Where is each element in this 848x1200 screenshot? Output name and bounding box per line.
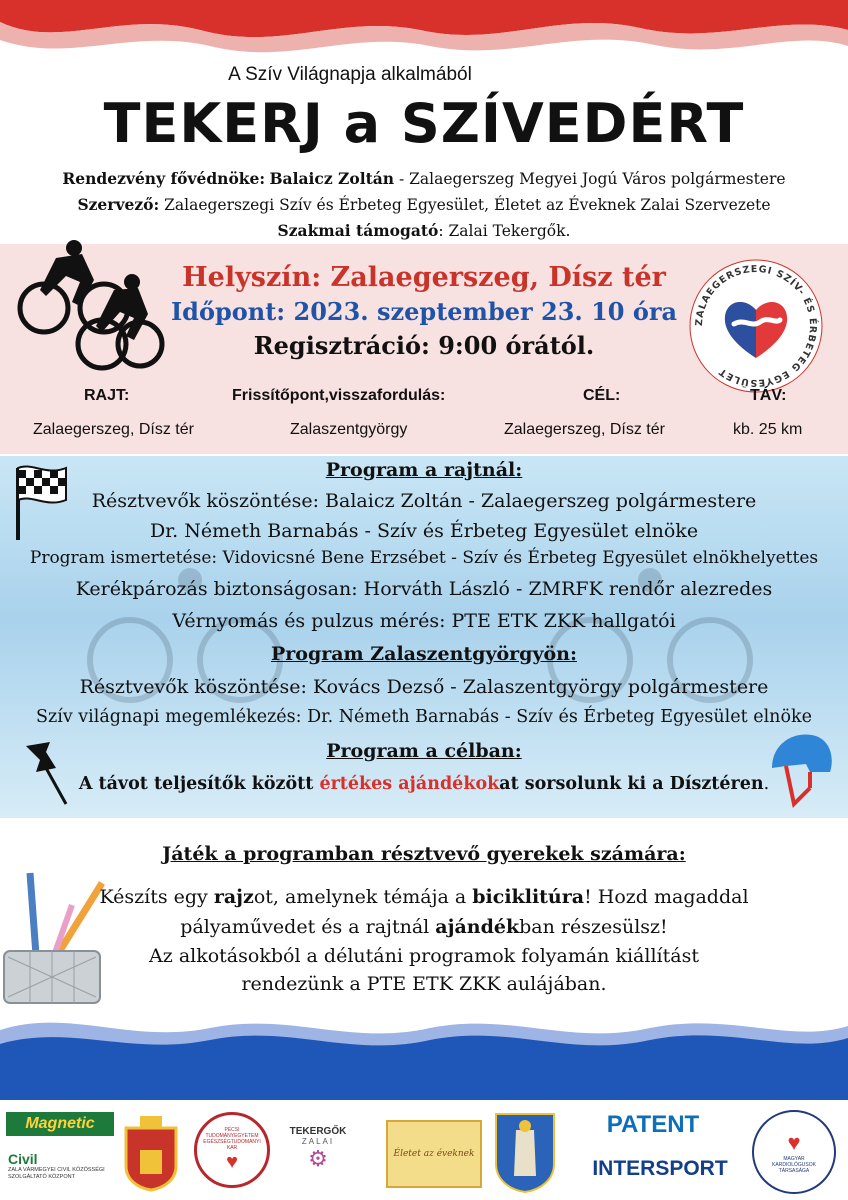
kids-line-4: rendezünk a PTE ETK ZKK aulájában. [241,973,607,995]
kids-line-2-b: ajándék [435,916,520,938]
finish-text-end: . [763,774,770,794]
distance-value: kb. 25 km [733,421,803,438]
kids-line-1-e: ! Hozd magaddal [584,886,749,908]
organizer-label: Szervező: [77,195,160,214]
civil-logo [8,1146,116,1186]
distance-label: TÁV: [750,387,787,404]
program-mid-line-2: Szív világnapi megemlékezés: Dr. Németh Barnabás - Szív és Érbeteg Egyesület elnöke [36,707,812,727]
patron-label: Rendezvény fővédnöke: [62,169,266,188]
refresh-label: Frissítőpont,visszafordulás: [232,387,446,404]
program-finish-line [0,774,848,794]
finish-text-before: A távot teljesítők között [78,774,320,794]
patent-logo-text: PATENT [606,1111,700,1138]
eletet-az-eveknek-logo [386,1120,482,1188]
program-start-heading: Program a rajtnál: [325,459,523,481]
civil-logo-subtitle: ZALA VÁRMEGYEI CIVIL KÖZÖSSÉGI SZOLGÁLTATÓ KÖZPONT [8,1167,105,1180]
pte-logo-text: PÉCSI TUDOMÁNYEGYETEM EGÉSZSÉGTUDOMÁNYI KAR [203,1126,261,1151]
program-mid-line-1: Résztvevők köszöntése: Kovács Dezső - Zalaszentgyörgy polgármestere [79,676,769,698]
finish-text-highlight: értékes ajándékok [319,774,500,794]
association-logo [688,258,824,394]
intersport-logo-text: INTERSPORT [592,1157,728,1180]
kids-line-2-c: ban részesülsz! [519,916,668,938]
kids-line-3: Az alkotásokból a délutáni programok folyamán kiállítást [149,945,699,967]
start-value: Zalaegerszeg, Dísz tér [33,421,194,438]
association-ring-text: ZALAEGERSZEGI SZÍV- ÉS ÉRBETEG EGYESÜLET [693,263,819,389]
patron-line [0,169,848,189]
program-finish-heading: Program a célban: [326,740,522,762]
intro-text: A Szív Világnapja alkalmából [228,64,472,85]
event-registration: Regisztráció: 9:00 órától. [253,331,595,360]
event-location: Helyszín: Zalaegerszeg, Dísz tér [182,262,666,293]
kids-line-1-b: rajz [213,886,254,908]
program-start-line-3: Program ismertetése: Vidovicsné Bene Erzsébet - Szív és Érbeteg Egyesület elnökhelyettes [29,548,819,568]
program-mid-heading: Program Zalaszentgyörgyön: [270,643,577,665]
program-start-line-1: Résztvevők köszöntése: Balaicz Zoltán - Zalaegerszeg polgármestere [91,490,757,512]
kids-line-1-d: biciklitúra [472,886,585,908]
civil-logo-title: Civil [8,1151,38,1167]
event-time: Időpont: 2023. szeptember 23. 10 óra [170,297,678,326]
organizer-line [0,195,848,215]
supporter-label: Szakmai támogató [277,221,439,240]
refresh-value: Zalaszentgyörgy [290,421,408,438]
program-start-line-5: Vérnyomás és pulzus mérés: PTE ETK ZKK hallgatói [172,610,676,632]
tekergok-logo [274,1114,362,1184]
pte-logo [194,1112,270,1188]
finish-text-after: at sorsolunk ki a Dísztéren [499,774,764,794]
page-title: TEKERJ a SZÍVEDÉRT [103,92,745,155]
eletet-logo-text: Életet az éveknek [393,1149,475,1159]
supporter-value: : Zalai Tekergők. [438,222,571,240]
magnetic-logo [6,1112,114,1136]
intersport-logo [580,1154,740,1184]
kids-line-1-c: ot, amelynek témája a [253,886,473,908]
county-coat-of-arms-logo [492,1110,558,1194]
sponsor-logos [0,1100,848,1200]
organizer-value: Zalaegerszegi Szív és Érbeteg Egyesület, Életet az Éveknek Zalai Szervezete [159,196,771,214]
kardiologus-logo [752,1110,836,1194]
patron-role: - Zalaegerszeg Megyei Jogú Város polgármestere [394,170,786,188]
kids-line-1 [0,886,848,908]
kids-heading: Játék a programban résztvevő gyerekek számára: [162,843,686,865]
heart-icon-2: ♥ [787,1130,801,1155]
kids-line-1-a: Készíts egy [99,886,214,908]
program-start-line-4: Kerékpározás biztonságosan: Horváth László - ZMRFK rendőr alezredes [75,578,773,600]
finish-value: Zalaegerszeg, Dísz tér [504,421,665,438]
tekergok-logo-title: TEKERGŐK [289,1126,347,1137]
patent-logo [588,1110,718,1140]
bottom-wave-decoration [0,1010,848,1100]
heart-icon: ♥ [226,1150,238,1173]
magnetic-logo-text: Magnetic [25,1115,95,1132]
start-label: RAJT: [84,387,130,404]
bicycle-icon: ⚙ [308,1146,328,1171]
kids-line-2 [0,916,848,938]
finish-label: CÉL: [583,387,621,404]
city-coat-of-arms-logo [120,1110,182,1192]
program-start-line-2: Dr. Németh Barnabás - Szív és Érbeteg Egyesület elnöke [149,520,699,542]
kids-line-2-a: pályaművedet és a rajtnál [180,916,436,938]
patron-name: Balaicz Zoltán [269,169,395,188]
tekergok-logo-side: ZALAI [301,1137,335,1146]
kardio-logo-text: MAGYAR KARDIOLÓGUSOK TÁRSASÁGA [772,1156,816,1174]
